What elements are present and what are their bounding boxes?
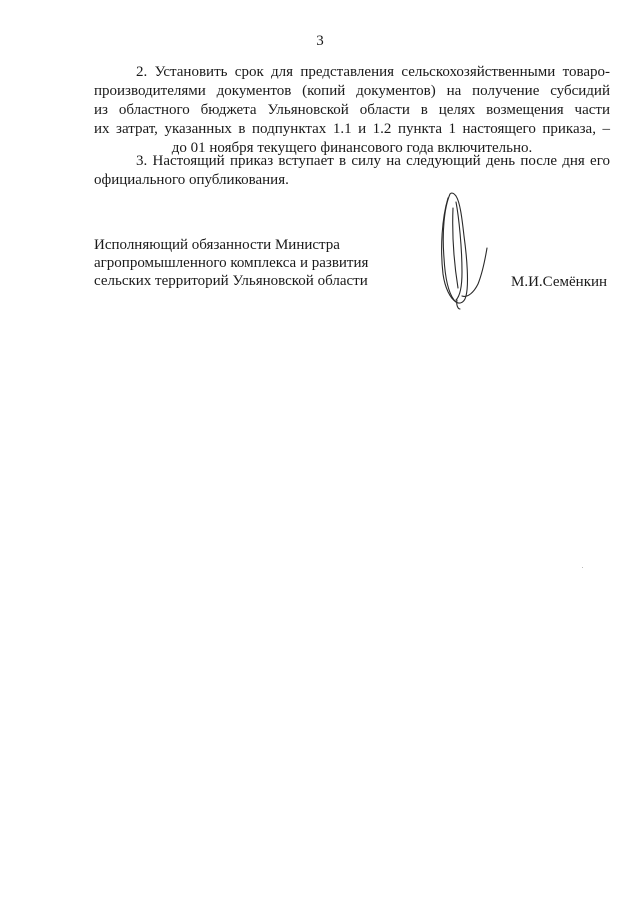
signatory-position [94,236,394,290]
paragraph-2 [94,63,610,158]
signatory-position-line-1: Исполняющий обязанности Министра [94,237,340,253]
paragraph-2-line-5: до 01 ноября текущего финансового года включительно. [171,140,533,156]
paragraph-3-line-1: 3. Настоящий приказ вступает в силу на следующий день после дня его [136,153,610,169]
signatory-position-line-2: агропромышленного комплекса и развития [94,255,369,271]
paragraph-2-line-1: 2. Установить срок для представления сельскохозяйственными товаро- [136,64,610,80]
signatory-position-line-3: сельских территорий Ульяновской области [94,273,368,289]
paragraph-2-line-3: из областного бюджета Ульяновской области в целях возмещения части [94,102,610,118]
paragraph-2-line-4: их затрат, указанных в подпунктах 1.1 и 1.2 пункта 1 настоящего приказа, – [94,121,610,137]
paragraph-2-line-2: производителями документов (копий документов) на получение субсидий [94,83,610,99]
page-number: 3 [316,33,324,49]
signer-name: М.И.Семёнкин [511,274,608,290]
paragraph-3 [94,152,610,190]
handwritten-signature-icon [426,188,496,310]
scan-speck [582,567,583,568]
paragraph-3-line-2: официального опубликования. [94,172,289,188]
